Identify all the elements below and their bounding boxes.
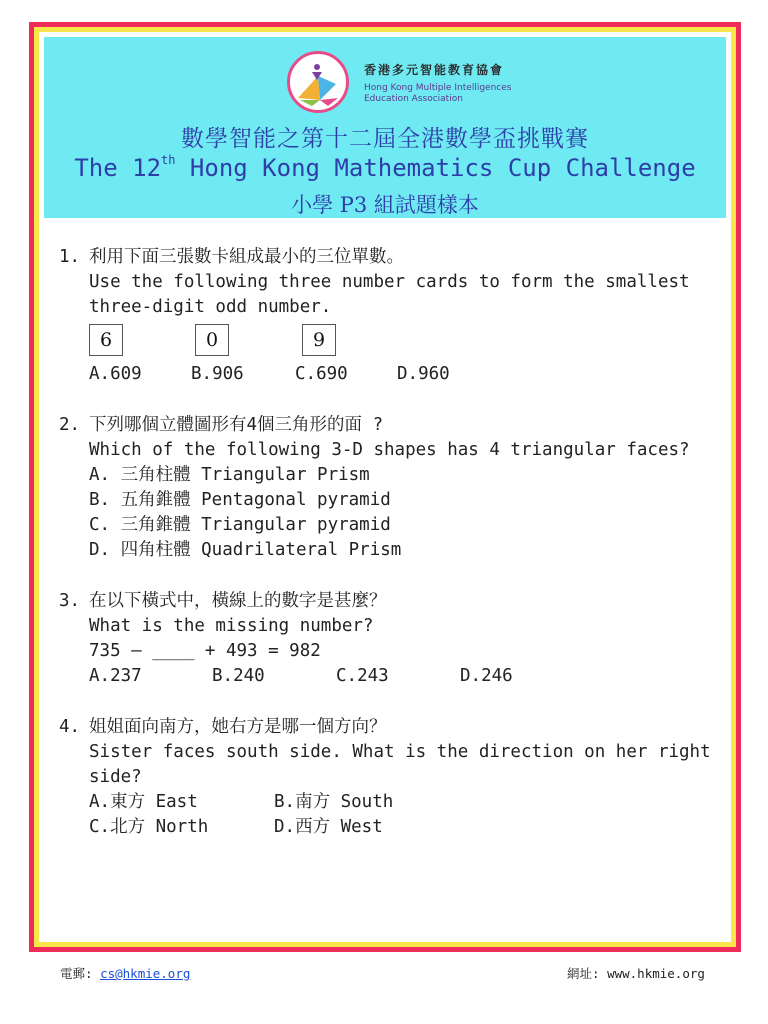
- footer-website: [567, 964, 705, 982]
- question-text-zh: 利用下面三張數卡組成最小的三位單數。: [89, 247, 404, 267]
- number-card: 0: [195, 324, 229, 356]
- org-name-english-line1: Hong Kong Multiple Intelligences: [364, 83, 512, 93]
- question-1: [59, 245, 711, 387]
- org-name-chinese: 香港多元智能教育協會: [364, 63, 505, 77]
- answer-option: A.609: [89, 364, 142, 384]
- answer-options: [89, 362, 711, 387]
- question-3: [59, 589, 711, 689]
- org-logo-icon: [287, 51, 349, 113]
- answer-options: [89, 815, 711, 840]
- question-text-zh: 在以下橫式中，橫線上的數字是甚麼？: [89, 591, 387, 611]
- answer-options: [89, 664, 711, 689]
- answer-option: B. 五角錐體 Pentagonal pyramid: [89, 490, 391, 510]
- answer-option: C.243: [336, 666, 389, 686]
- answer-option: D.960: [397, 364, 450, 384]
- question-number: 2.: [59, 415, 81, 435]
- question-text-zh: 姐姐面向南方，她右方是哪一個方向？: [89, 717, 387, 737]
- answer-option: C.北方 North: [89, 817, 209, 837]
- title-chinese: 數學智能之第十二屆全港數學盃挑戰賽: [181, 126, 589, 152]
- question-2: [59, 413, 711, 563]
- answer-options: [89, 790, 711, 815]
- question-number: 4.: [59, 717, 81, 737]
- header-banner: [44, 37, 726, 218]
- subtitle-level: 小學 P3 組試題樣本: [291, 193, 479, 217]
- question-text-en: Use the following three number cards to form the smallest: [89, 272, 690, 292]
- question-text-en: Which of the following 3-D shapes has 4 triangular faces?: [89, 440, 690, 460]
- answer-option: B.240: [212, 666, 265, 686]
- answer-option: D. 四角柱體 Quadrilateral Prism: [89, 540, 402, 560]
- number-card: 6: [89, 324, 123, 356]
- question-number: 3.: [59, 591, 81, 611]
- website-label: 網址:: [567, 966, 600, 981]
- answer-option: D.西方 West: [274, 817, 383, 837]
- footer-email: [60, 964, 190, 982]
- answer-option: B.906: [191, 364, 244, 384]
- answer-option: D.246: [460, 666, 513, 686]
- question-list: [59, 245, 711, 840]
- question-text-zh: 下列哪個立體圖形有4個三角形的面 ?: [89, 415, 384, 435]
- answer-option: A. 三角柱體 Triangular Prism: [89, 465, 370, 485]
- email-link[interactable]: cs@hkmie.org: [100, 966, 191, 981]
- question-number: 1.: [59, 247, 81, 267]
- answer-option: A.東方 East: [89, 792, 198, 812]
- question-text-en: What is the missing number?: [89, 616, 374, 636]
- question-4: [59, 715, 711, 840]
- website-text: www.hkmie.org: [607, 966, 705, 981]
- answer-option: C.690: [295, 364, 348, 384]
- answer-option: A.237: [89, 666, 142, 686]
- question-text-en: Sister faces south side. What is the direction on her right: [89, 742, 711, 762]
- question-text-en: side?: [89, 767, 142, 787]
- email-label: 電郵:: [60, 966, 93, 981]
- answer-option: B.南方 South: [274, 792, 394, 812]
- question-text-en: three-digit odd number.: [89, 297, 332, 317]
- org-name-english-line2: Education Association: [364, 94, 463, 104]
- number-cards: [89, 324, 711, 362]
- number-card: 9: [302, 324, 336, 356]
- equation: 735 – ____ + 493 = 982: [89, 641, 321, 661]
- answer-option: C. 三角錐體 Triangular pyramid: [89, 515, 391, 535]
- title-english: The 12th Hong Kong Mathematics Cup Challenge: [74, 153, 696, 182]
